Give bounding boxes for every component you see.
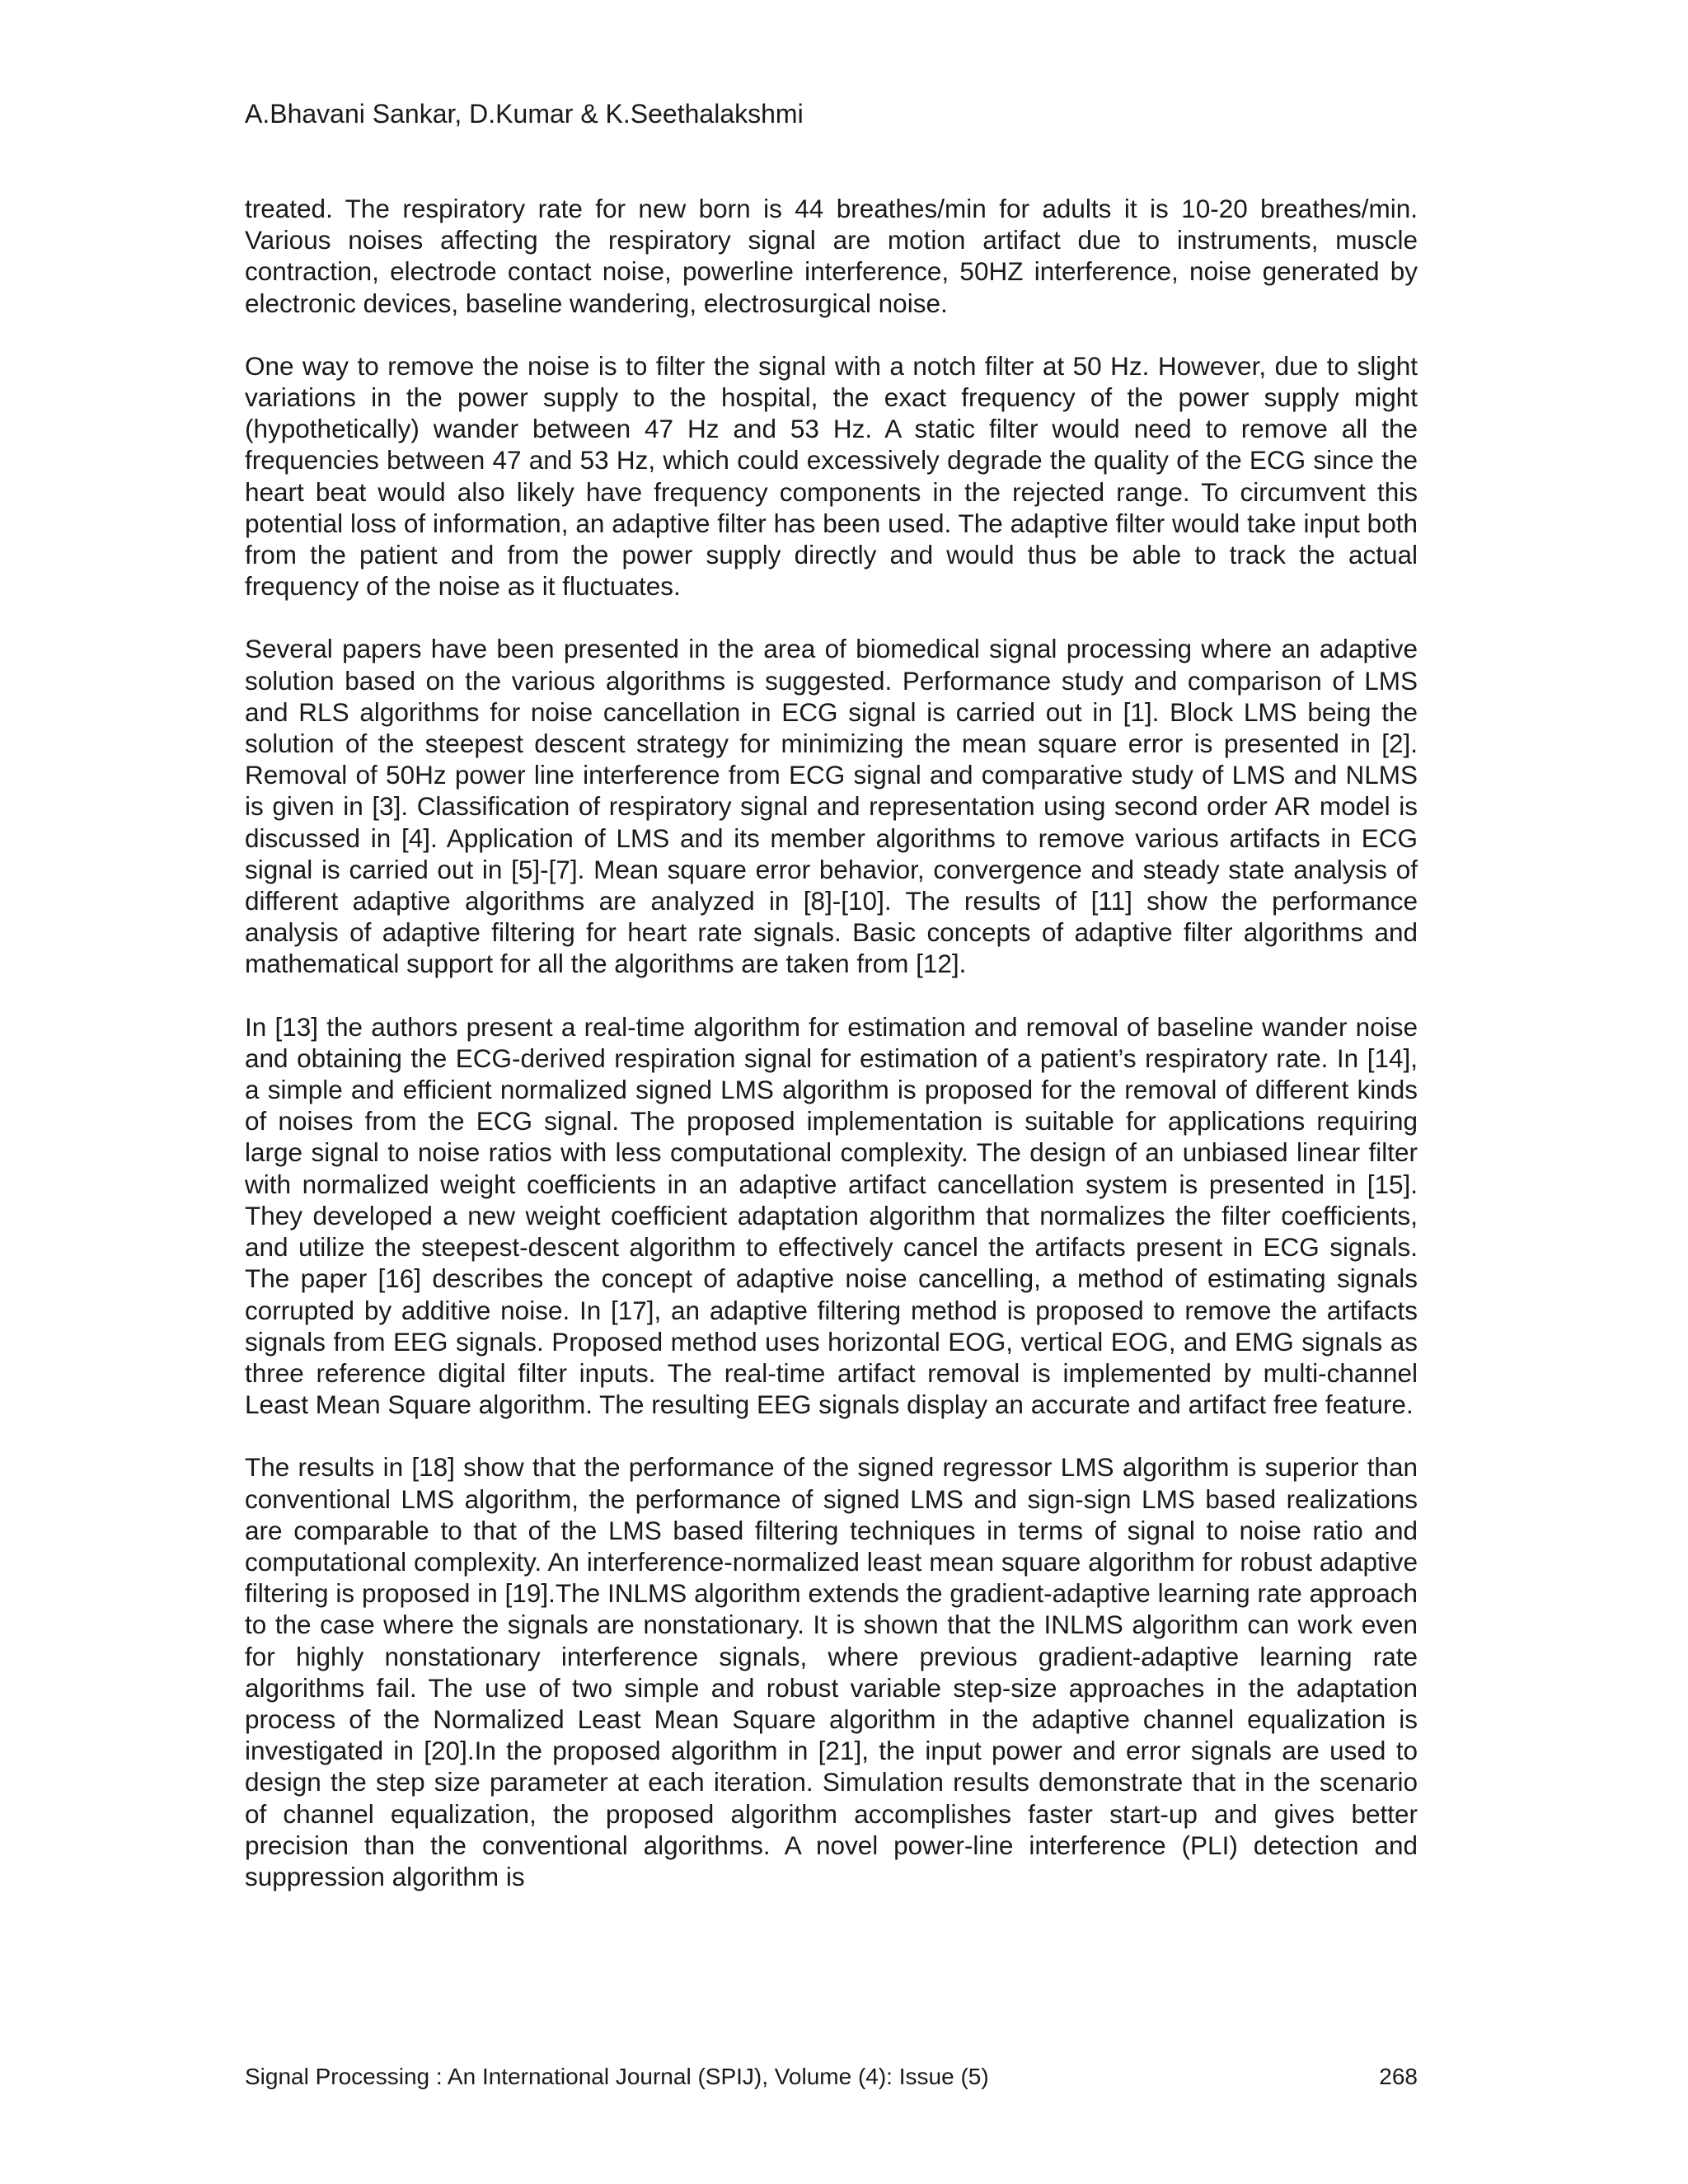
paragraph-5: The results in [18] show that the performance of the signed regressor LMS algorithm is superior than conventional LMS algorithm, the performance of signed LMS and sign-sign LMS based realizations are comparable to that of the LMS based filtering techniques in terms of signal to noise ratio and computational complexity. An interference-normalized least mean square algorithm for robust adaptive filtering is proposed in [19].The INLMS algorithm extends the gradient-adaptive learning rate approach to the case where the signals are nonstationary. It is shown that the INLMS algorithm can work even for highly nonstationary interference signals, where previous gradient-adaptive learning rate algorithms fail. The use of two simple and robust variable step-size approaches in the adaptation process of the Normalized Least Mean Square algorithm in the adaptive channel equalization is investigated in [20].In the proposed algorithm in [21], the input power and error signals are used to design the step size parameter at each iteration. Simulation results demonstrate that in the scenario of channel equalization, the proposed algorithm accomplishes faster start-up and gives better precision than the conventional algorithms. A novel power-line interference (PLI) detection and suppression algorithm is	[245, 1452, 1418, 1891]
paragraph-3: Several papers have been presented in the area of biomedical signal processing where an adaptive solution based on the various algorithms is suggested. Performance study and comparison of LMS and RLS algorithms for noise cancellation in ECG signal is carried out in [1]. Block LMS being the solution of the steepest descent strategy for minimizing the mean square error is presented in [2]. Removal of 50Hz power line interference from ECG signal and comparative study of LMS and NLMS is given in [3]. Classification of respiratory signal and representation using second order AR model is discussed in [4]. Application of LMS and its member algorithms to remove various artifacts in ECG signal is carried out in [5]-[7]. Mean square error behavior, convergence and steady state analysis of different adaptive algorithms are analyzed in [8]-[10]. The results of [11] show the performance analysis of adaptive filtering for heart rate signals. Basic concepts of adaptive filter algorithms and mathematical support for all the algorithms are taken from [12].	[245, 634, 1418, 979]
paragraph-2: One way to remove the noise is to filter the signal with a notch filter at 50 Hz. However, due to slight variations in the power supply to the hospital, the exact frequency of the power supply might (hypothetically) wander between 47 Hz and 53 Hz. A static filter would need to remove all the frequencies between 47 and 53 Hz, which could excessively degrade the quality of the ECG since the heart beat would also likely have frequency components in the rejected range. To circumvent this potential loss of information, an adaptive filter has been used. The adaptive filter would take input both from the patient and from the power supply directly and would thus be able to track the actual frequency of the noise as it fluctuates.	[245, 350, 1418, 602]
paragraph-1: treated. The respiratory rate for new born is 44 breathes/min for adults it is 10-20 breathes/min. Various noises affecting the respiratory signal are motion artifact due to instruments, muscle contraction, electrode contact noise, powerline interference, 50HZ interference, noise generated by electronic devices, baseline wandering, electrosurgical noise.	[245, 194, 1418, 318]
running-footer	[245, 2062, 1418, 2092]
paragraph-4: In [13] the authors present a real-time algorithm for estimation and removal of baseline wander noise and obtaining the ECG-derived respiration signal for estimation of a patient’s respiratory rate. In [14], a simple and efficient normalized signed LMS algorithm is proposed for the removal of different kinds of noises from the ECG signal. The proposed implementation is suitable for applications requiring large signal to noise ratios with less computational complexity. The design of an unbiased linear filter with normalized weight coefficients in an adaptive artifact cancellation system is presented in [15]. They developed a new weight coefficient adaptation algorithm that normalizes the filter coefficients, and utilize the steepest-descent algorithm to effectively cancel the artifacts present in ECG signals. The paper [16] describes the concept of adaptive noise cancelling, a method of estimating signals corrupted by additive noise. In [17], an adaptive filtering method is proposed to remove the artifacts signals from EEG signals. Proposed method uses horizontal EOG, vertical EOG, and EMG signals as three reference digital filter inputs. The real-time artifact removal is implemented by multi-channel Least Mean Square algorithm. The resulting EEG signals display an accurate and artifact free feature.	[245, 1011, 1418, 1420]
journal-citation: Signal Processing : An International Journal (SPIJ), Volume (4): Issue (5)	[245, 2064, 989, 2089]
page-number: 268	[1379, 2064, 1418, 2089]
running-header: A.Bhavani Sankar, D.Kumar & K.Seethalakshmi	[245, 99, 804, 129]
body-text	[245, 193, 1418, 1892]
